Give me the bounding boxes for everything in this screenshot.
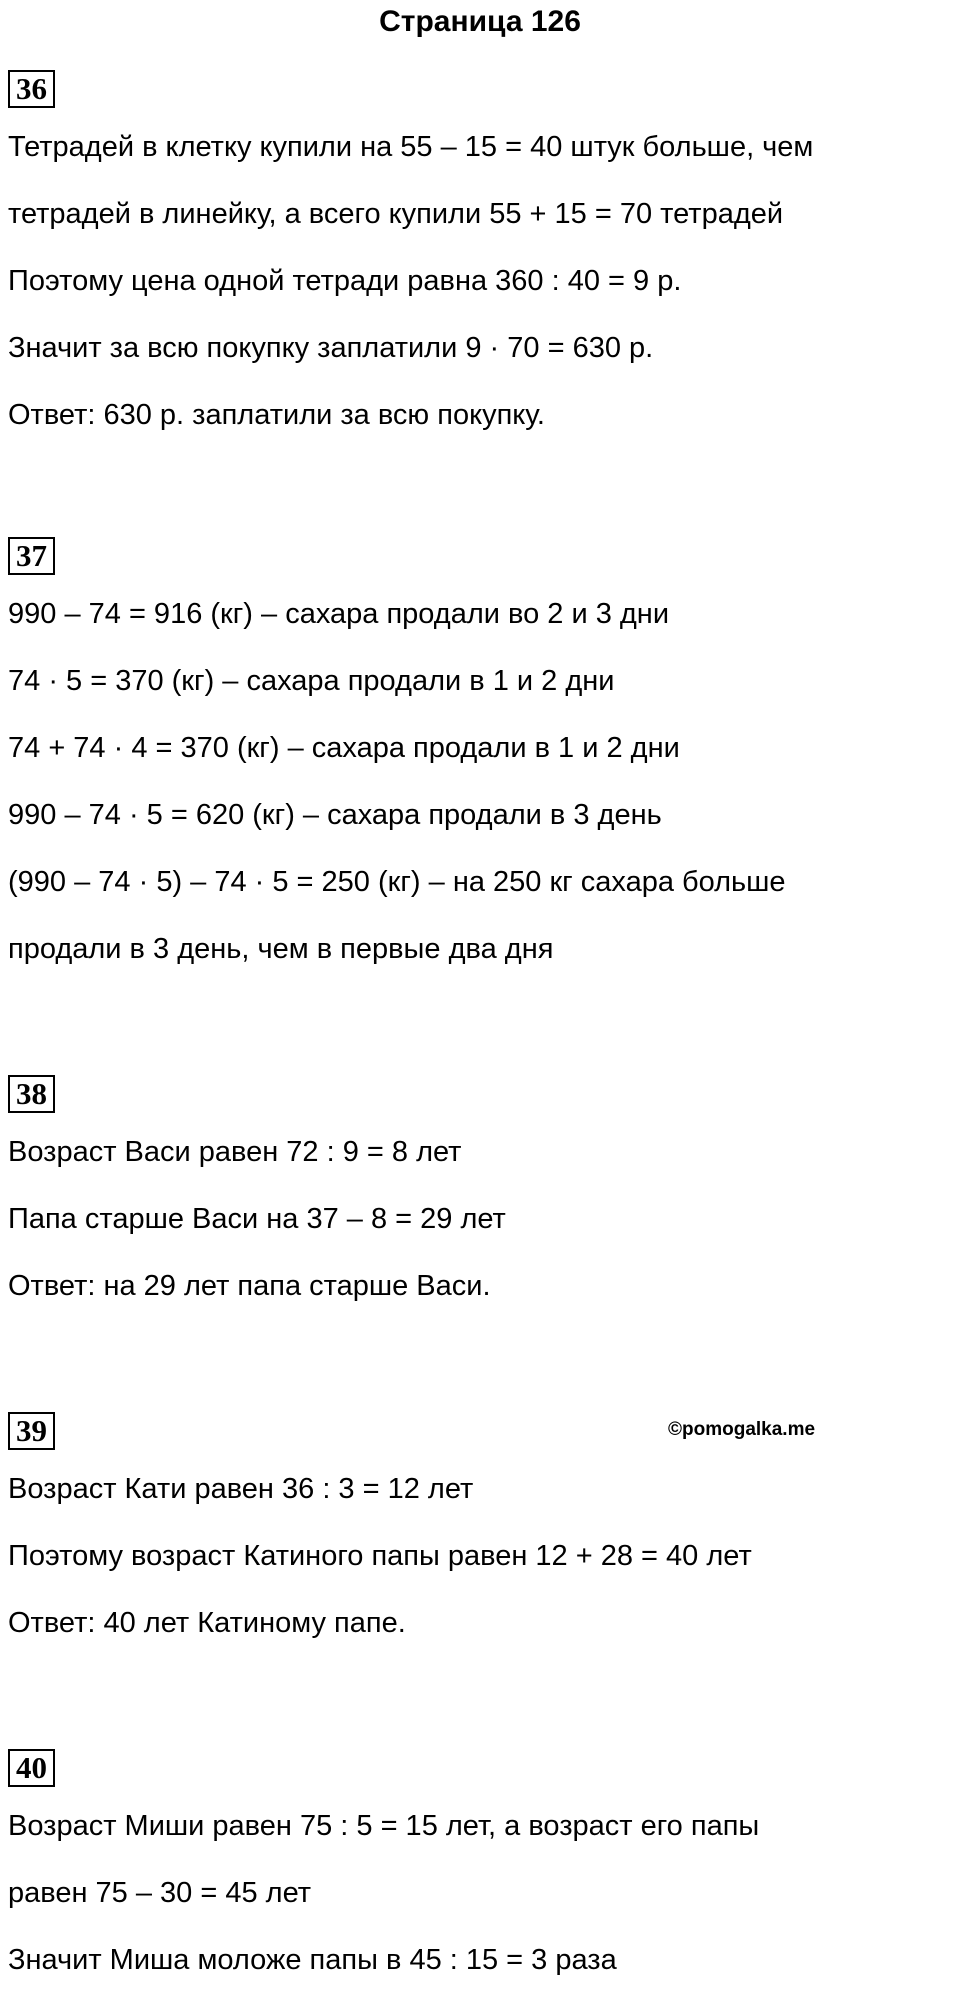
answer-line: Ответ: 40 лет Катиному папе.	[8, 1607, 406, 1639]
page-title: Страница 126	[379, 5, 581, 38]
watermark: ©pomogalka.me	[668, 1419, 816, 1440]
solution-line: Возраст Кати равен 36 : 3 = 12 лет	[8, 1473, 474, 1505]
solution-line: 74 + 74 · 4 = 370 (кг) – сахара продали в 1 и 2 дни	[8, 732, 680, 764]
answer-line: Ответ: 630 р. заплатили за всю покупку.	[8, 399, 545, 431]
solution-line: Возраст Миши равен 75 : 5 = 15 лет, а возраст его папы	[8, 1810, 760, 1842]
task-number: 38	[8, 1075, 55, 1113]
task-40	[8, 1749, 948, 1994]
solution-line: тетрадей в линейку, а всего купили 55 + 15 = 70 тетрадей	[8, 198, 784, 230]
solution-line: Значит Миша моложе папы в 45 : 15 = 3 раза	[8, 1944, 617, 1976]
solution-line: Поэтому цена одной тетради равна 360 : 40 = 9 р.	[8, 265, 682, 297]
task-solution	[8, 1456, 948, 1657]
task-number: 36	[8, 70, 55, 108]
task-solution	[8, 1119, 948, 1320]
task-39	[8, 1412, 948, 1657]
solution-line: Папа старше Васи на 37 – 8 = 29 лет	[8, 1203, 506, 1235]
solution-line: Поэтому возраст Катиного папы равен 12 + 28 = 40 лет	[8, 1540, 752, 1572]
solution-line: Значит за всю покупку заплатили 9 · 70 = 630 р.	[8, 332, 654, 364]
solution-line: равен 75 – 30 = 45 лет	[8, 1877, 312, 1909]
task-number: 37	[8, 537, 55, 575]
task-solution	[8, 1793, 948, 1994]
solution-line: 990 – 74 · 5 = 620 (кг) – сахара продали в 3 день	[8, 799, 662, 831]
solution-line: (990 – 74 · 5) – 74 · 5 = 250 (кг) – на 250 кг сахара больше	[8, 866, 786, 898]
solution-line: 990 – 74 = 916 (кг) – сахара продали во 2 и 3 дни	[8, 598, 670, 630]
task-36	[8, 70, 948, 449]
solution-line: продали в 3 день, чем в первые два дня	[8, 933, 554, 965]
solution-line: Возраст Васи равен 72 : 9 = 8 лет	[8, 1136, 462, 1168]
task-number: 39	[8, 1412, 55, 1450]
answer-line: Ответ: на 29 лет папа старше Васи.	[8, 1270, 491, 1302]
task-38	[8, 1075, 948, 1320]
task-number: 40	[8, 1749, 55, 1787]
task-37	[8, 537, 948, 983]
task-solution	[8, 114, 948, 449]
solution-line: 74 · 5 = 370 (кг) – сахара продали в 1 и 2 дни	[8, 665, 615, 697]
task-solution	[8, 581, 948, 983]
solution-line: Тетрадей в клетку купили на 55 – 15 = 40 штук больше, чем	[8, 131, 814, 163]
